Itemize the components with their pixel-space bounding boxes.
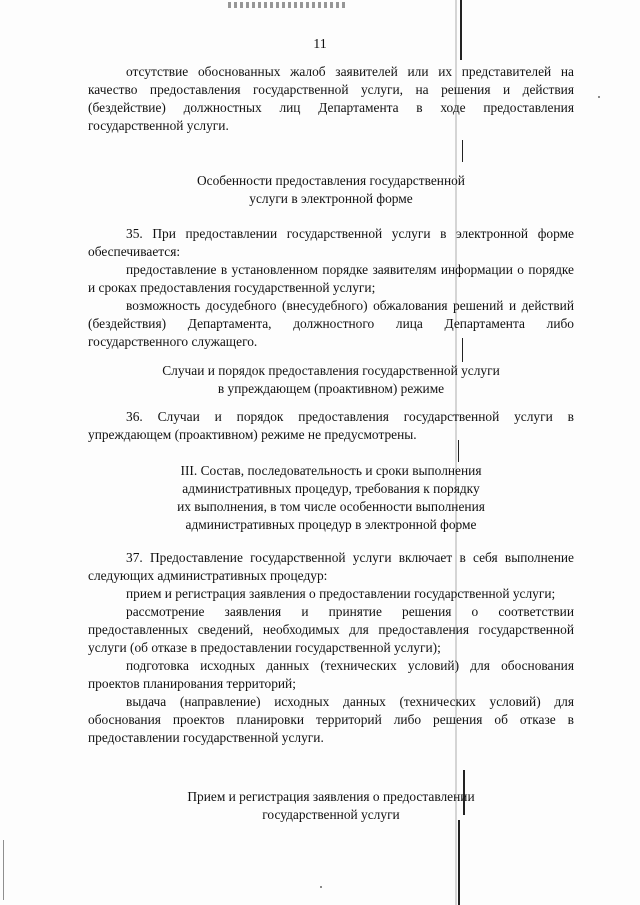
scan-margin-mark [3, 840, 4, 900]
heading-line: услуги в электронной форме [249, 191, 413, 206]
scan-fold-mark [462, 140, 463, 162]
paragraph-complaints: отсутствие обоснованных жалоб заявителей или их представителей на качество предоставления государственной услуги, на решения и действия (бездействие) должностных лиц Департамента в ходе предоставления государственной услуги. [88, 64, 574, 133]
scan-artifact-top [228, 2, 348, 8]
scan-fold-mark [458, 820, 460, 905]
list-item-preparation: подготовка исходных данных (технических условий) для обоснования проектов планирования территорий; [88, 658, 574, 691]
paragraph-information: предоставление в установленном порядке заявителям информации о порядке и сроках предоставления государственной услуги; [88, 262, 574, 295]
scan-speck [598, 96, 600, 98]
list-item-consideration: рассмотрение заявления и принятие решения о соответствии предоставленных сведений, необходимых для предоставления государственной услуги (об отказе в предоставлении государственной услуги); [88, 604, 574, 655]
section-35 [88, 225, 574, 351]
heading-line: III. Состав, последовательность и сроки выполнения [180, 463, 482, 478]
scan-speck [320, 886, 322, 888]
paragraph-37: 37. Предоставление государственной услуги включает в себя выполнение следующих административных процедур: [88, 550, 574, 583]
heading-line: Особенности предоставления государственной [197, 173, 465, 188]
paragraph-35: 35. При предоставлении государственной услуги в электронной форме обеспечивается: [88, 226, 574, 259]
page-number: 11 [313, 37, 327, 52]
scan-fold-line [455, 0, 457, 905]
heading-line: в упреждающем (проактивном) режиме [217, 381, 445, 396]
paragraph-appeal: возможность досудебного (внесудебного) обжалования решений и действий (бездействия) Департамента, должностного лица Департамента либо государственного служащего. [88, 298, 574, 349]
list-item-issuance: выдача (направление) исходных данных (технических условий) для обоснования проектов планировки территорий либо решения об отказе в предоставлении государственной услуги. [88, 694, 574, 745]
heading-line: Случаи и порядок предоставления государственной услуги [162, 363, 500, 378]
paragraph-complaints-block [88, 63, 574, 135]
heading-line: их выполнения, в том числе особенности выполнения [177, 499, 485, 514]
heading-line: административных процедур в электронной форме [185, 517, 477, 532]
heading-proactive-mode [88, 362, 574, 398]
list-item-reception: прием и регистрация заявления о предоставлении государственной услуги; [126, 586, 556, 601]
heading-line: Прием и регистрация заявления о предоставлении [187, 789, 475, 804]
heading-electronic-form [88, 172, 574, 208]
paragraph-36: 36. Случаи и порядок предоставления государственной услуги в упреждающем (проактивном) режиме не предусмотрены. [88, 409, 574, 442]
heading-line: административных процедур, требования к порядку [182, 481, 480, 496]
heading-section-iii [88, 462, 574, 534]
heading-line: государственной услуги [262, 807, 400, 822]
heading-reception [88, 788, 574, 824]
section-37 [88, 549, 574, 747]
section-36 [88, 408, 574, 444]
